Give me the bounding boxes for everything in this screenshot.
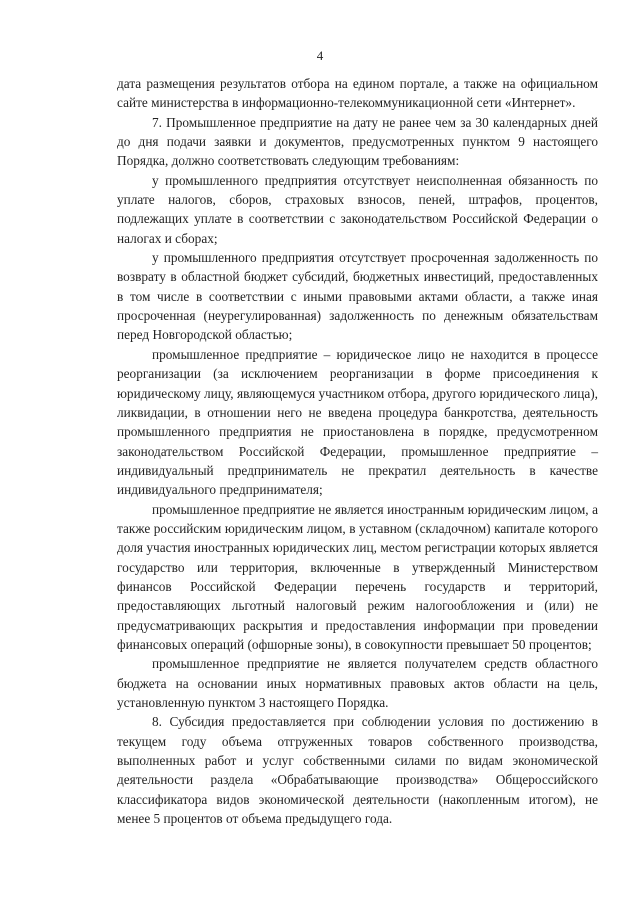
paragraph-requirement-other-funds: промышленное предприятие не является получателем средств областного бюджета на основании иных нормативных правовых актов области на цель, установленную пунктом 3 настоящего Порядка. xyxy=(117,656,598,710)
page-number: 4 xyxy=(316,48,324,63)
paragraph-item-8: 8. Субсидия предоставляется при соблюдении условия по достижению в текущем году объема отгруженных товаров собственного производства, выполненных работ и услуг собственными силами по видам экономической деятельности раздела «Обрабатывающие производства» Общероссийского классификатора видов экономической деятельности (накопленным итогом), не менее 5 процентов от объема предыдущего года. xyxy=(117,714,598,827)
paragraph-requirement-taxes: у промышленного предприятия отсутствует неисполненная обязанность по уплате налогов, сборов, страховых взносов, пеней, штрафов, процентов, подлежащих уплате в соответствии с законодательством Российской Федерации о налогах и сборах; xyxy=(117,172,598,246)
paragraph-continuation: дата размещения результатов отбора на едином портале, а также на официальном сайте министерства в информационно-телекоммуникационной сети «Интернет». xyxy=(117,76,598,111)
paragraph-requirement-reorganization: промышленное предприятие – юридическое лицо не находится в процессе реорганизации (за исключением реорганизации в форме присоединения к юридическому лицу, являющемуся участником отбора, другого юридического лица), ликвидации, в отношении него не введена процедура банкротства, деятельность промышленного предприятия не приостановлена в порядке, предусмотренном законодательством Российской Федерации, промышленное предприятие – индивидуальный предприниматель не прекратил деятельность в качестве индивидуального предпринимателя; xyxy=(117,346,598,498)
paragraph-item-7: 7. Промышленное предприятие на дату не ранее чем за 30 календарных дней до дня подачи заявки и документов, предусмотренных пунктом 9 настоящего Порядка, должно соответствовать следующим требованиям: xyxy=(117,114,598,169)
document-body xyxy=(117,74,598,828)
paragraph-requirement-debt: у промышленного предприятия отсутствует просроченная задолженность по возврату в областной бюджет субсидий, бюджетных инвестиций, предоставленных в том числе в соответствии с иными правовыми актами области, а также иная просроченная (неурегулированная) задолженность по денежным обязательствам перед Новгородской областью; xyxy=(117,250,598,343)
paragraph-requirement-foreign: промышленное предприятие не является иностранным юридическим лицом, а также российским юридическим лицом, в уставном (складочном) капитале которого доля участия иностранных юридических лиц, местом регистрации которых является государство или территория, включенные в утвержденный Министерством финансов Российской Федерации перечень государств и территорий, предоставляющих льготный налоговый режим налогообложения и (или) не предусматривающих раскрытия и предоставления информации при проведении финансовых операций (офшорные зоны), в совокупности превышает 50 процентов; xyxy=(117,501,598,652)
